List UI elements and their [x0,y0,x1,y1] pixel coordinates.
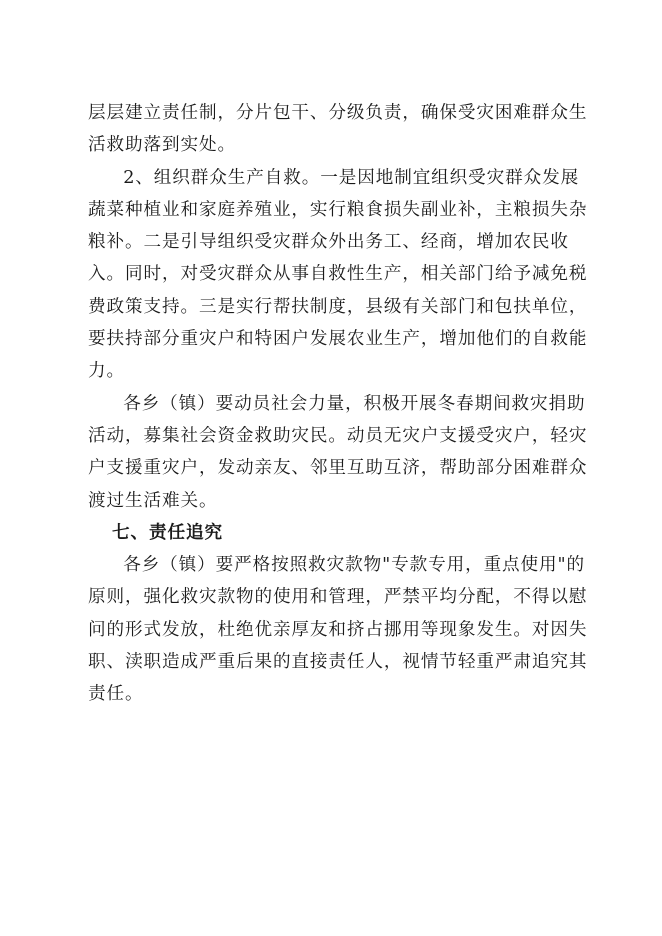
paragraph-social-mobilization: 各乡（镇）要动员社会力量，积极开展冬春期间救灾捐助活动，募集社会资金救助灾民。动员无灾户支援受灾户，轻灾户支援重灾户，发动亲友、邻里互助互济，帮助部分困难群众渡过生活难关。 [88,393,588,511]
paragraph-continuation: 层层建立责任制，分片包干、分级负责，确保受灾困难群众生活救助落到实处。 [88,103,588,156]
section-heading: 七、责任追究 [112,522,223,543]
paragraph-accountability: 各乡（镇）要严格按照救灾款物"专款专用，重点使用"的原则，强化救灾款物的使用和管理，严禁平均分配，不得以慰问的形式发放，杜绝优亲厚友和挤占挪用等现象发生。对因失职、渎职造成严重后果的直接责任人，视情节轻重严肃追究其责任。 [88,555,588,705]
paragraph-production-self-help: 2、组织群众生产自救。一是因地制宜组织受灾群众发展蔬菜种植业和家庭养殖业，实行粮食损失副业补，主粮损失杂粮补。二是引导组织受灾群众外出务工、经商，增加农民收入。同时，对受灾群众从事自救性生产，相关部门给予减免税费政策支持。三是实行帮扶制度，县级有关部门和包扶单位，要扶持部分重灾户和特困户发展农业生产，增加他们的自救能力。 [88,167,588,382]
document-page [88,97,588,711]
